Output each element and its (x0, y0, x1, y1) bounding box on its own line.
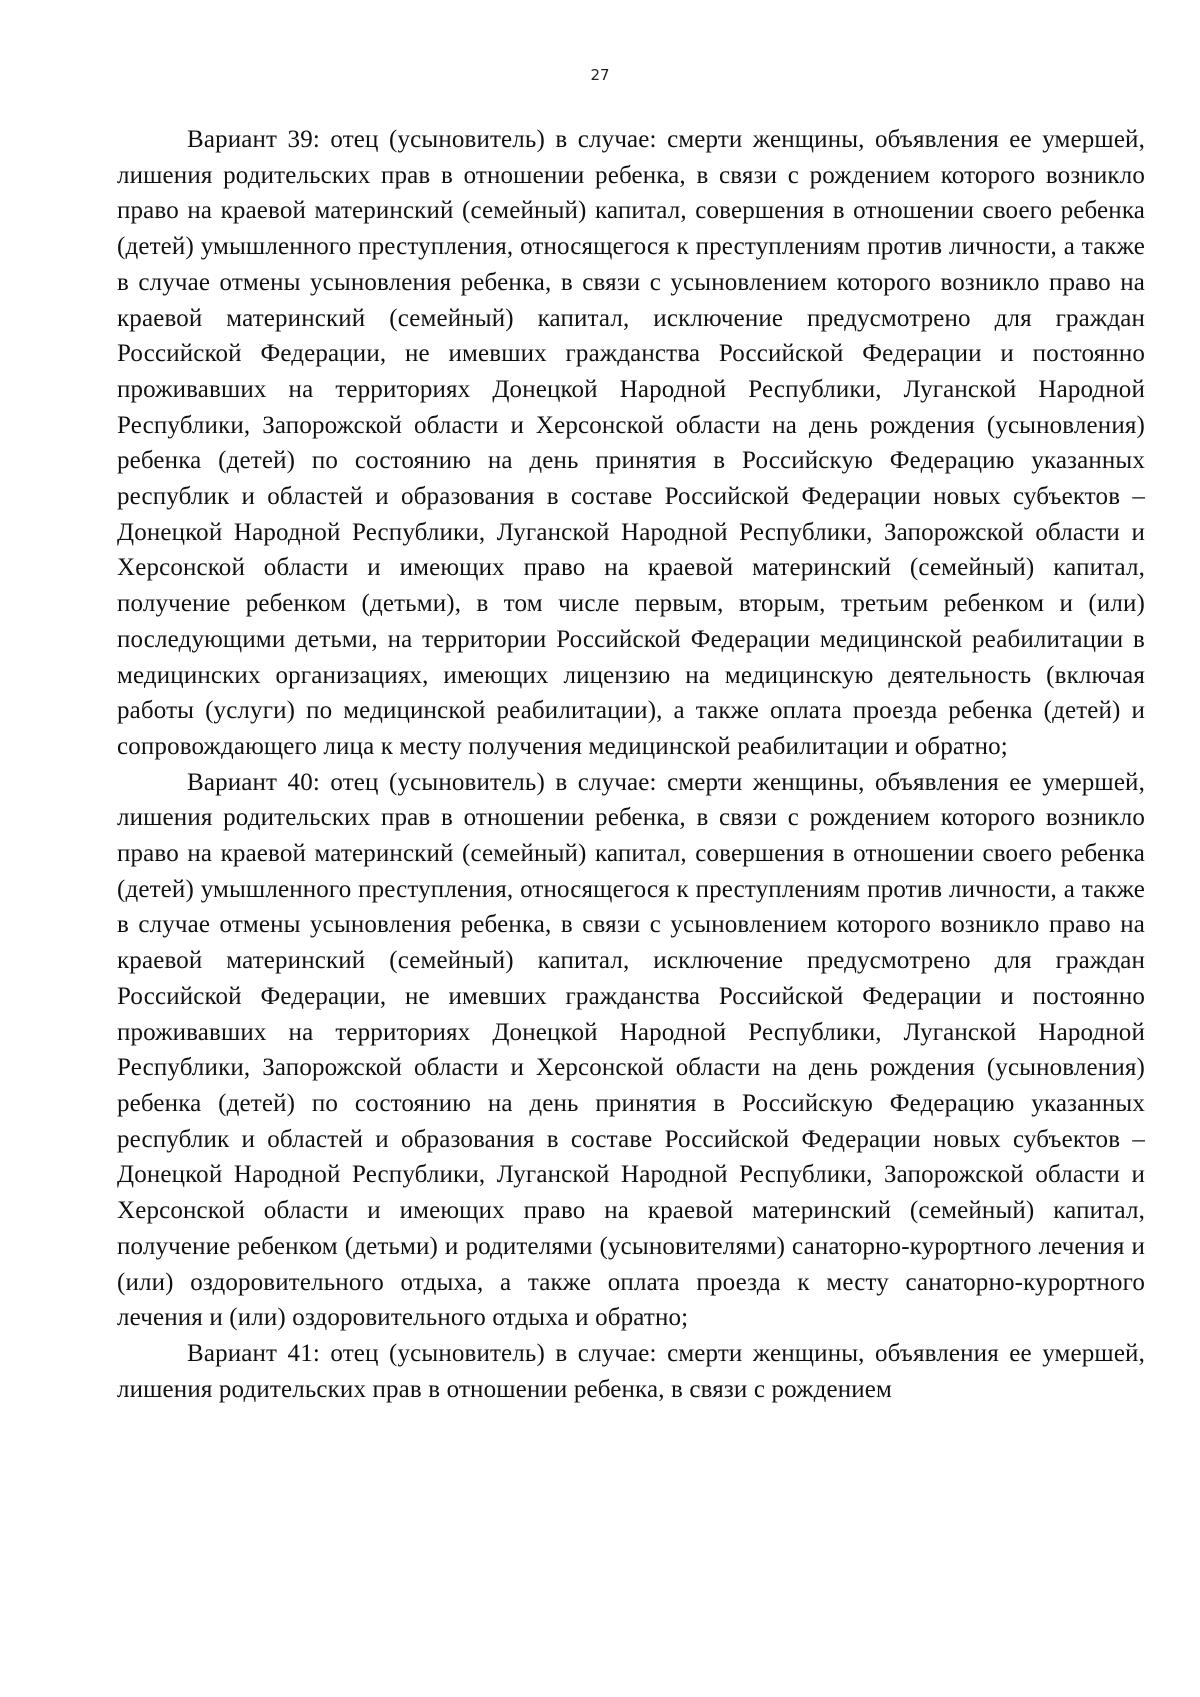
document-body (117, 122, 1145, 1407)
paragraph-variant-39: Вариант 39: отец (усыновитель) в случае: смерти женщины, объявления ее умершей, лишения родительских прав в отношении ребенка, в связи с рождением которого возникло право на краевой материнский (семейный) капитал, совершения в отношении своего ребенка (детей) умышленного преступления, относящегося к преступлениям против личности, а также в случае отмены усыновления ребенка, в связи с усыновлением которого возникло право на краевой материнский (семейный) капитал, исключение предусмотрено для граждан Российской Федерации, не имевших гражданства Российской Федерации и постоянно проживавших на территориях Донецкой Народной Республики, Луганской Народной Республики, Запорожской области и Херсонской области на день рождения (усыновления) ребенка (детей) по состоянию на день принятия в Российскую Федерацию указанных республик и областей и образования в составе Российской Федерации новых субъектов – Донецкой Народной Республики, Луганской Народной Республики, Запорожской области и Херсонской области и имеющих право на краевой материнский (семейный) капитал, получение ребенком (детьми), в том числе первым, вторым, третьим ребенком и (или) последующими детьми, на территории Российской Федерации медицинской реабилитации в медицинских организациях, имеющих лицензию на медицинскую деятельность (включая работы (услуги) по медицинской реабилитации), а также оплата проезда ребенка (детей) и сопровождающего лица к месту получения медицинской реабилитации и обратно; (117, 126, 1145, 760)
paragraph-variant-40: Вариант 40: отец (усыновитель) в случае: смерти женщины, объявления ее умершей, лишения родительских прав в отношении ребенка, в связи с рождением которого возникло право на краевой материнский (семейный) капитал, совершения в отношении своего ребенка (детей) умышленного преступления, относящегося к преступлениям против личности, а также в случае отмены усыновления ребенка, в связи с усыновлением которого возникло право на краевой материнский (семейный) капитал, исключение предусмотрено для граждан Российской Федерации, не имевших гражданства Российской Федерации и постоянно проживавших на территориях Донецкой Народной Республики, Луганской Народной Республики, Запорожской области и Херсонской области на день рождения (усыновления) ребенка (детей) по состоянию на день принятия в Российскую Федерацию указанных республик и областей и образования в составе Российской Федерации новых субъектов – Донецкой Народной Республики, Луганской Народной Республики, Запорожской области и Херсонской области и имеющих право на краевой материнский (семейный) капитал, получение ребенком (детьми) и родителями (усыновителями) санаторно-курортного лечения и (или) оздоровительного отдыха, а также оплата проезда к месту санаторно-курортного лечения и (или) оздоровительного отдыха и обратно; (117, 768, 1145, 1332)
paragraph-variant-41: Вариант 41: отец (усыновитель) в случае: смерти женщины, объявления ее умершей, лишения родительских прав в отношении ребенка, в связи с рождением (117, 1339, 1145, 1403)
page-number: 27 (590, 66, 610, 84)
